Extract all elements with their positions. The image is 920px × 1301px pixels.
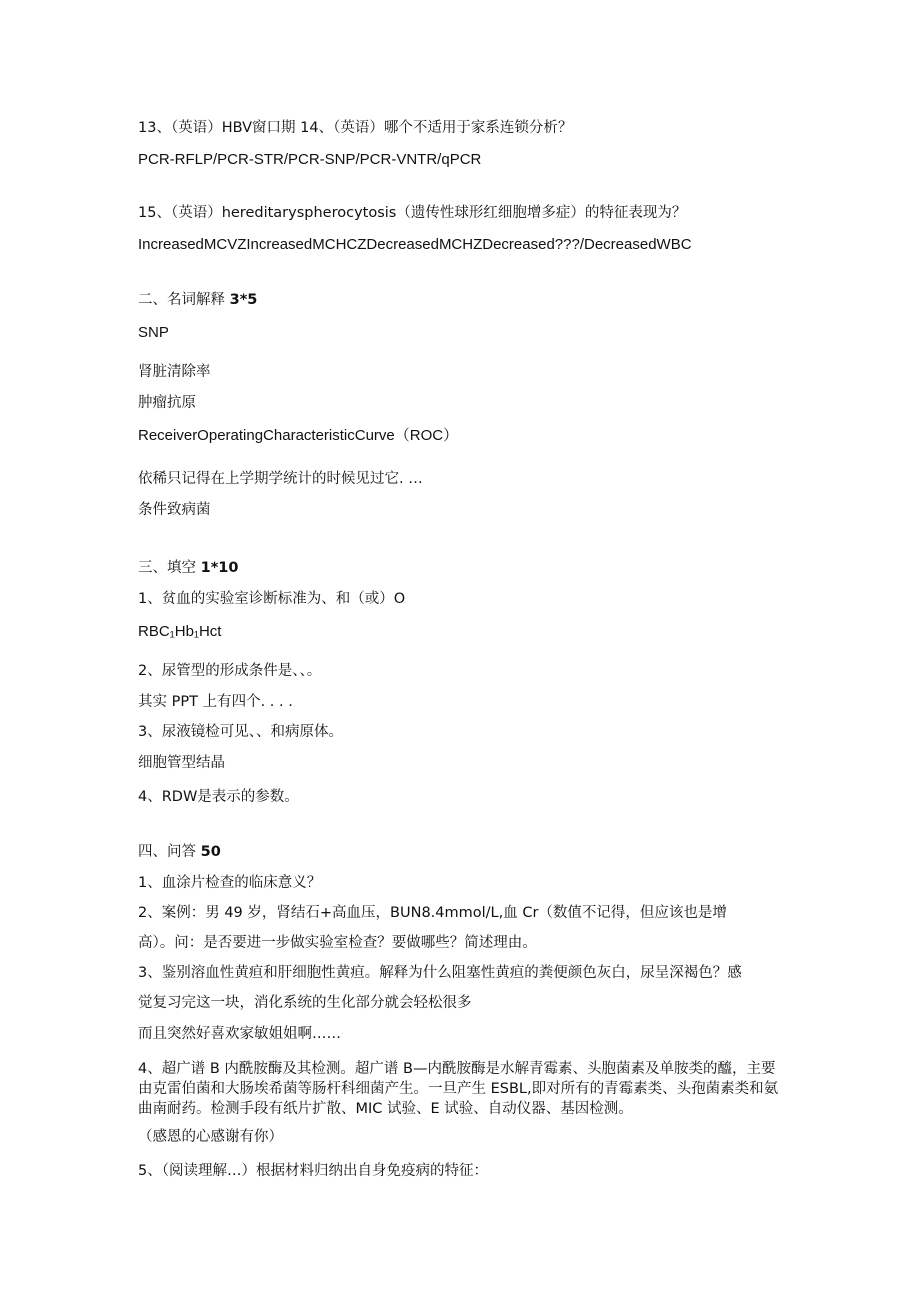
fill-question-1: 1、贫血的实验室诊断标准为、和（或）O (138, 591, 406, 607)
fill-question-4: 4、RDW是表示的参数。 (138, 789, 299, 805)
qa-question-4-note: （感恩的心感谢有你） (138, 1129, 283, 1145)
section-prefix: 二、名词解释 (138, 292, 230, 308)
fill-question-2: 2、尿管型的形成条件是、、。 (138, 663, 322, 679)
section-prefix: 四、问答 (138, 844, 201, 860)
section-score: 50 (200, 844, 221, 860)
question-13-14: 13、（英语）HBV窗口期 14、（英语）哪个不适用于家系连锁分析？ (138, 120, 573, 136)
question-14-answer: PCR-RFLP/PCR-STR/PCR-SNP/PCR-VNTR/qPCR (138, 151, 482, 168)
section-score: 3*5 (229, 292, 258, 308)
fill-answer-1: RBC₁Hb₁Hct (138, 623, 222, 640)
qa-question-4: 4、超广谱 B 内酰胺酶及其检测。超广谱 B—内酰胺酶是水解青霉素、头胞菌素及单胺类的醯，主要由克雷伯菌和大肠埃希菌等肠杆科细菌产生。一旦产生 ESBL,即对所有的青霉素类、头孢菌素类和氨曲南耐药。检测手段有纸片扩散、MIC 试验、E 试验、自动仪器、基因检测。 (138, 1061, 779, 1117)
qa-question-3-line-3: 而且突然好喜欢家敏姐姐啊…… (138, 1026, 341, 1042)
question-15-answer: IncreasedMCVZIncreasedMCHCZDecreasedMCHZDecreased???/DecreasedWBC (138, 236, 692, 253)
fill-answer-2: 其实 PPT 上有四个. . . . (138, 694, 293, 710)
qa-question-5: 5、（阅读理解…）根据材料归纳出自身免疫病的特征： (138, 1163, 488, 1179)
qa-question-3-line-1: 3、鉴别溶血性黄疸和肝细胞性黄疸。解释为什么阻塞性黄疸的粪便颜色灰白，尿呈深褐色？感 (138, 965, 742, 981)
section-heading-qa (138, 842, 221, 862)
qa-question-1: 1、血涂片检查的临床意义？ (138, 875, 322, 891)
qa-question-2-line-2: 高）。问：是否要进一步做实验室检查？要做哪些？简述理由。 (138, 935, 537, 951)
term-item: 肾脏清除率 (138, 364, 211, 380)
term-item: 条件致病菌 (138, 502, 211, 518)
section-heading-fill (138, 558, 238, 578)
qa-question-3-line-2: 觉复习完这一块，消化系统的生化部分就会轻松很多 (138, 995, 472, 1011)
question-15: 15、（英语）hereditaryspherocytosis（遗传性球形红细胞增多症）的特征表现为？ (138, 205, 687, 221)
fill-question-3: 3、尿液镜检可见、、和病原体。 (138, 724, 343, 740)
term-note: 依稀只记得在上学期学统计的时候见过它. … (138, 471, 423, 487)
section-heading-terms (138, 290, 257, 310)
qa-question-2-line-1: 2、案例：男 49 岁，肾结石+高血压，BUN8.4mmol/L,血 Cr（数值不记得，但应该也是增 (138, 905, 727, 921)
fill-answer-3: 细胞管型结晶 (138, 755, 225, 771)
term-item: ReceiverOperatingCharacteristicCurve（ROC） (138, 427, 459, 444)
section-prefix: 三、填空 (138, 560, 201, 576)
term-item: 肿瘤抗原 (138, 395, 196, 411)
term-item: SNP (138, 324, 169, 341)
section-score: 1*10 (200, 560, 239, 576)
